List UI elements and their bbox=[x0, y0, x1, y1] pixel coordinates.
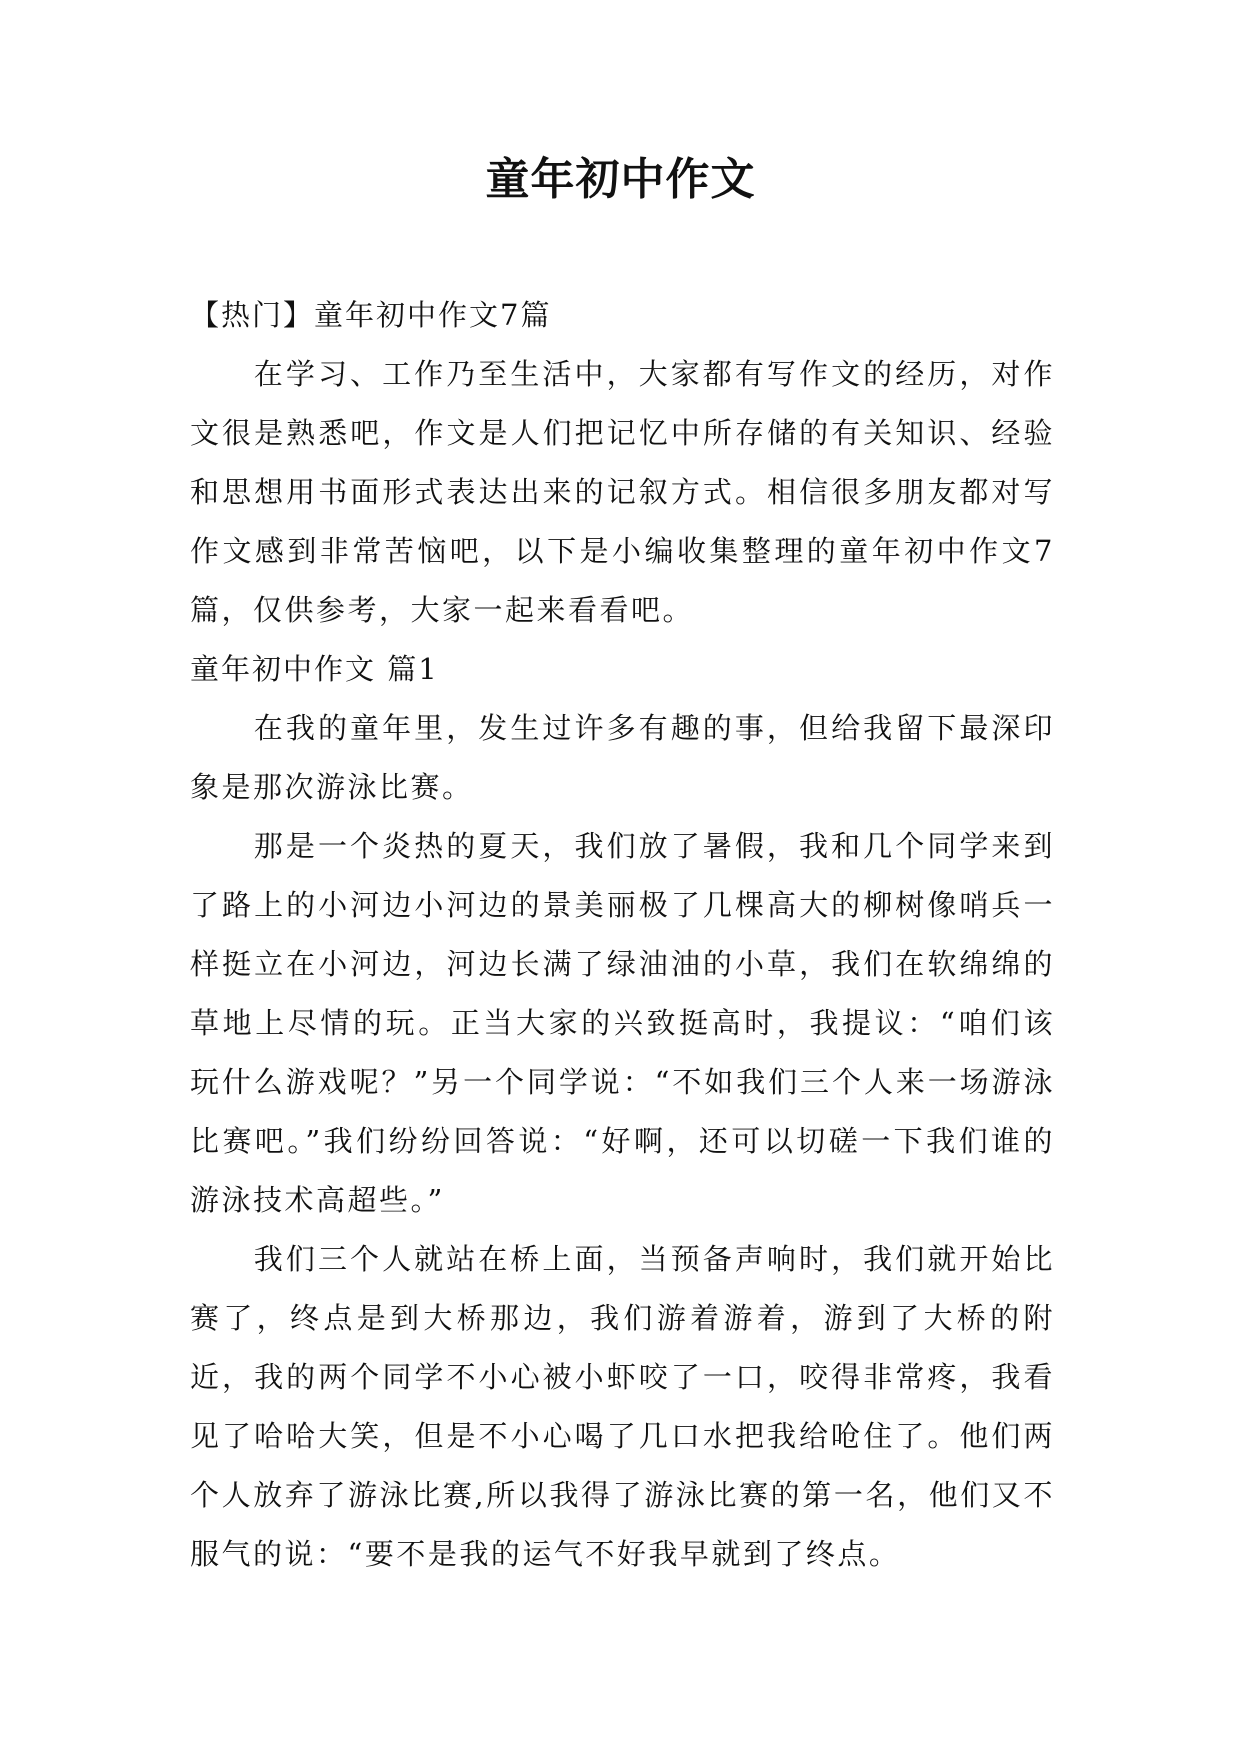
body-paragraph: 在我的童年里，发生过许多有趣的事，但给我留下最深印象是那次游泳比赛。 bbox=[190, 711, 1055, 804]
section-heading: 童年初中作文 篇1 bbox=[190, 652, 439, 686]
page-title: 童年初中作文 bbox=[485, 154, 756, 205]
article-heading: 【热门】童年初中作文7篇 bbox=[190, 298, 552, 332]
body-paragraph: 那是一个炎热的夏天，我们放了暑假，我和几个同学来到了路上的小河边小河边的景美丽极了几棵高大的柳树像哨兵一样挺立在小河边，河边长满了绿油油的小草，我们在软绵绵的草地上尽情的玩。正当大家的兴致挺高时，我提议：“咱们该玩什么游戏呢？”另一个同学说：“不如我们三个人来一场游泳比赛吧。”我们纷纷回答说：“好啊，还可以切磋一下我们谁的游泳技术高超些。” bbox=[190, 829, 1055, 1217]
intro-paragraph: 在学习、工作乃至生活中，大家都有写作文的经历，对作文很是熟悉吧，作文是人们把记忆中所存储的有关知识、经验和思想用书面形式表达出来的记叙方式。相信很多朋友都对写作文感到非常苦恼吧，以下是小编收集整理的童年初中作文7篇，仅供参考，大家一起来看看吧。 bbox=[190, 357, 1055, 627]
document-body bbox=[190, 286, 1055, 1584]
body-paragraph: 我们三个人就站在桥上面，当预备声响时，我们就开始比赛了，终点是到大桥那边，我们游着游着，游到了大桥的附近，我的两个同学不小心被小虾咬了一口，咬得非常疼，我看见了哈哈大笑，但是不小心喝了几口水把我给呛住了。他们两个人放弃了游泳比赛,所以我得了游泳比赛的第一名，他们又不服气的说：“要不是我的运气不好我早就到了终点。 bbox=[190, 1242, 1055, 1571]
